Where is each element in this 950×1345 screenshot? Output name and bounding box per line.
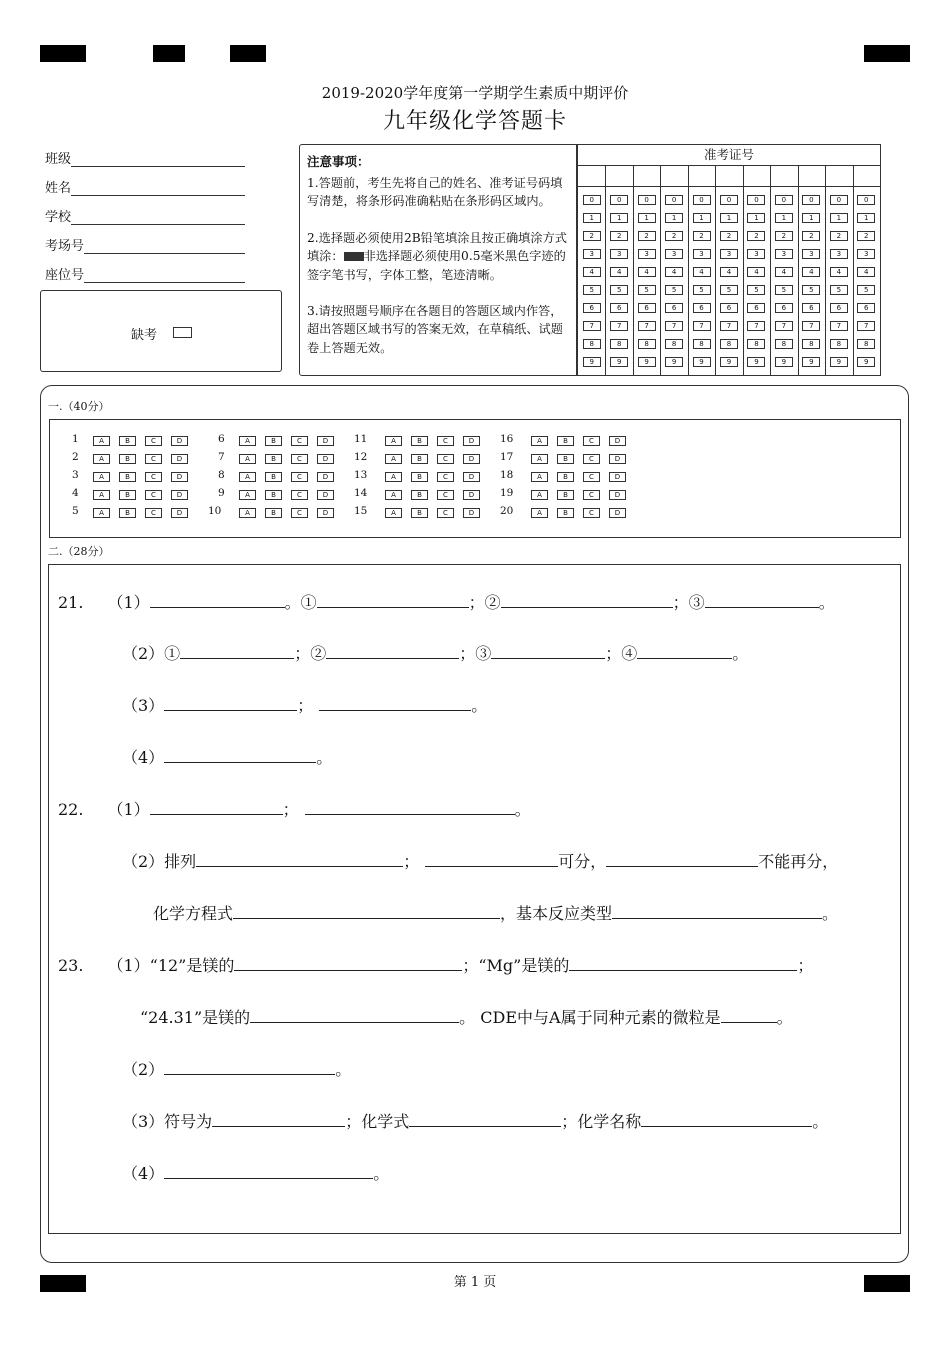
- ticket-digit-bubble[interactable]: 4: [747, 267, 765, 277]
- q21-part1: 21. （1） 。① ；② ；③ 。: [58, 593, 835, 612]
- ticket-digit-bubble[interactable]: 8: [775, 339, 793, 349]
- option-bubble[interactable]: D: [609, 454, 626, 464]
- ticket-digit-bubble[interactable]: 2: [775, 231, 793, 241]
- ticket-column-divider: [633, 166, 634, 375]
- q21-part3: （3） ； 。: [122, 696, 488, 715]
- ticket-digit-bubble[interactable]: 3: [802, 249, 820, 259]
- option-bubble[interactable]: D: [171, 436, 188, 446]
- section2-label: 二.（28分）: [48, 545, 110, 558]
- ticket-digit-bubble[interactable]: 5: [610, 285, 628, 295]
- answer-blank[interactable]: [233, 902, 500, 919]
- ticket-digit-bubble[interactable]: 3: [747, 249, 765, 259]
- ticket-digit-bubble[interactable]: 0: [830, 195, 848, 205]
- answer-blank[interactable]: [491, 642, 605, 659]
- ticket-digit-bubble[interactable]: 8: [747, 339, 765, 349]
- ticket-digit-bubble[interactable]: 2: [747, 231, 765, 241]
- ticket-digit-bubble[interactable]: 7: [638, 321, 656, 331]
- ticket-digit-bubble[interactable]: 4: [693, 267, 711, 277]
- option-bubble[interactable]: D: [463, 490, 480, 500]
- option-bubble[interactable]: D: [463, 508, 480, 518]
- option-bubble[interactable]: A: [531, 436, 548, 446]
- ticket-digit-bubble[interactable]: 7: [693, 321, 711, 331]
- answer-blank[interactable]: [180, 642, 294, 659]
- ticket-digit-bubble[interactable]: 9: [747, 357, 765, 367]
- ticket-digit-bubble[interactable]: 7: [610, 321, 628, 331]
- option-bubble[interactable]: B: [557, 508, 574, 518]
- question-number: 16: [500, 433, 514, 445]
- option-bubble[interactable]: A: [239, 454, 256, 464]
- question-number: 5: [72, 505, 79, 517]
- ticket-digit-bubble[interactable]: 8: [830, 339, 848, 349]
- answer-blank[interactable]: [150, 798, 283, 815]
- exam-title: 2019-2020学年度第一学期学生素质中期评价: [321, 84, 629, 102]
- ticket-column-divider: [825, 166, 826, 375]
- option-bubble[interactable]: A: [531, 490, 548, 500]
- option-bubble[interactable]: C: [437, 490, 454, 500]
- question-number: 10: [208, 505, 222, 517]
- ticket-digit-bubble[interactable]: 2: [830, 231, 848, 241]
- option-bubble[interactable]: B: [119, 454, 136, 464]
- q22-part1: 22. （1） ； 。: [58, 800, 531, 819]
- option-bubble[interactable]: D: [609, 472, 626, 482]
- ticket-digit-bubble[interactable]: 9: [857, 357, 875, 367]
- ticket-digit-bubble[interactable]: 0: [665, 195, 683, 205]
- q23-part3: （3）符号为 ；化学式 ；化学名称 。: [122, 1112, 829, 1131]
- option-bubble[interactable]: C: [437, 472, 454, 482]
- ticket-digit-bubble[interactable]: 6: [610, 303, 628, 313]
- ticket-digit-bubble[interactable]: 2: [802, 231, 820, 241]
- ticket-digit-bubble[interactable]: 4: [665, 267, 683, 277]
- ticket-digit-bubble[interactable]: 1: [693, 213, 711, 223]
- option-bubble[interactable]: A: [239, 472, 256, 482]
- ticket-digit-bubble[interactable]: 2: [583, 231, 601, 241]
- answer-blank[interactable]: [409, 1110, 561, 1127]
- ticket-digit-bubble[interactable]: 6: [638, 303, 656, 313]
- answer-blank[interactable]: [164, 694, 297, 711]
- answer-blank[interactable]: [250, 1006, 459, 1023]
- answer-blank[interactable]: [641, 1110, 812, 1127]
- ticket-digit-bubble[interactable]: 0: [693, 195, 711, 205]
- answer-blank[interactable]: [164, 746, 316, 763]
- ticket-digit-bubble[interactable]: 0: [720, 195, 738, 205]
- option-bubble[interactable]: C: [291, 490, 308, 500]
- option-bubble[interactable]: D: [463, 436, 480, 446]
- option-bubble[interactable]: D: [609, 490, 626, 500]
- option-bubble[interactable]: A: [531, 472, 548, 482]
- multiple-choice-area: [49, 419, 901, 538]
- ticket-digit-bubble[interactable]: 9: [775, 357, 793, 367]
- ticket-write-row[interactable]: [578, 166, 880, 187]
- answer-blank[interactable]: [637, 642, 732, 659]
- option-bubble[interactable]: B: [119, 472, 136, 482]
- absent-box: [40, 290, 282, 372]
- answer-blank[interactable]: [501, 591, 673, 608]
- ticket-digit-bubble[interactable]: 8: [665, 339, 683, 349]
- ticket-digit-bubble[interactable]: 5: [583, 285, 601, 295]
- option-bubble[interactable]: B: [557, 490, 574, 500]
- seat-number-field[interactable]: 座位号: [45, 264, 245, 283]
- ticket-column-divider: [715, 166, 716, 375]
- option-bubble[interactable]: B: [411, 454, 428, 464]
- option-bubble[interactable]: A: [385, 454, 402, 464]
- ticket-digit-bubble[interactable]: 5: [747, 285, 765, 295]
- option-bubble[interactable]: A: [93, 472, 110, 482]
- option-bubble[interactable]: D: [171, 454, 188, 464]
- ticket-digit-bubble[interactable]: 5: [693, 285, 711, 295]
- ticket-digit-bubble[interactable]: 7: [747, 321, 765, 331]
- answer-blank[interactable]: [317, 591, 469, 608]
- ticket-digit-bubble[interactable]: 3: [638, 249, 656, 259]
- ticket-digit-bubble[interactable]: 8: [583, 339, 601, 349]
- option-bubble[interactable]: B: [119, 508, 136, 518]
- ticket-digit-bubble[interactable]: 9: [802, 357, 820, 367]
- question-number: 9: [218, 487, 225, 499]
- ticket-digit-bubble[interactable]: 7: [720, 321, 738, 331]
- answer-blank[interactable]: [150, 591, 285, 608]
- filled-bubble-sample: [344, 252, 364, 261]
- option-bubble[interactable]: D: [171, 472, 188, 482]
- notice-item-1: 1.答题前，考生先将自己的姓名、准考证号码填写清楚，将条形码准确粘贴在条形码区域内。: [307, 176, 563, 209]
- option-bubble[interactable]: C: [437, 508, 454, 518]
- ticket-digit-bubble[interactable]: 4: [802, 267, 820, 277]
- ticket-digit-bubble[interactable]: 3: [720, 249, 738, 259]
- ticket-column-divider: [605, 166, 606, 375]
- option-bubble[interactable]: B: [265, 472, 282, 482]
- question-number: 19: [500, 487, 514, 499]
- ticket-digit-bubble[interactable]: 4: [720, 267, 738, 277]
- ticket-digit-bubble[interactable]: 8: [857, 339, 875, 349]
- ticket-digit-bubble[interactable]: 1: [665, 213, 683, 223]
- option-bubble[interactable]: A: [385, 508, 402, 518]
- option-bubble[interactable]: B: [557, 472, 574, 482]
- option-bubble[interactable]: A: [385, 472, 402, 482]
- option-bubble[interactable]: A: [531, 508, 548, 518]
- school-field[interactable]: 学校: [45, 206, 245, 225]
- ticket-digit-bubble[interactable]: 7: [665, 321, 683, 331]
- question-number: 12: [354, 451, 368, 463]
- option-bubble[interactable]: D: [463, 454, 480, 464]
- admission-ticket-grid: [577, 144, 881, 376]
- ticket-digit-bubble[interactable]: 0: [802, 195, 820, 205]
- answer-blank[interactable]: [164, 1058, 335, 1075]
- option-bubble[interactable]: C: [583, 472, 600, 482]
- option-bubble[interactable]: D: [171, 490, 188, 500]
- question-number: 21.: [58, 593, 84, 612]
- ticket-digit-bubble[interactable]: 1: [857, 213, 875, 223]
- question-number: 22.: [58, 800, 84, 819]
- ticket-digit-bubble[interactable]: 3: [857, 249, 875, 259]
- absent-checkbox[interactable]: [173, 327, 192, 338]
- question-number: 17: [500, 451, 514, 463]
- ticket-digit-bubble[interactable]: 2: [857, 231, 875, 241]
- option-bubble[interactable]: D: [609, 436, 626, 446]
- option-bubble[interactable]: B: [265, 508, 282, 518]
- option-bubble[interactable]: A: [385, 436, 402, 446]
- ticket-digit-bubble[interactable]: 1: [638, 213, 656, 223]
- ticket-digit-bubble[interactable]: 0: [857, 195, 875, 205]
- ticket-digit-bubble[interactable]: 5: [638, 285, 656, 295]
- ticket-digit-bubble[interactable]: 2: [720, 231, 738, 241]
- admission-ticket-label: 准考证号: [578, 145, 880, 166]
- question-number: 3: [72, 469, 79, 481]
- ticket-digit-bubble[interactable]: 6: [693, 303, 711, 313]
- option-bubble[interactable]: C: [145, 454, 162, 464]
- ticket-column-divider: [660, 166, 661, 375]
- ticket-digit-bubble[interactable]: 5: [775, 285, 793, 295]
- ticket-digit-bubble[interactable]: 2: [610, 231, 628, 241]
- ticket-digit-bubble[interactable]: 6: [802, 303, 820, 313]
- ticket-digit-bubble[interactable]: 0: [775, 195, 793, 205]
- question-number: 1: [72, 433, 79, 445]
- option-bubble[interactable]: B: [119, 490, 136, 500]
- ticket-digit-bubble[interactable]: 3: [830, 249, 848, 259]
- q22-part2: （2）排列 ； 可分， 不能再分，: [122, 852, 839, 871]
- ticket-column-divider: [743, 166, 744, 375]
- answer-blank[interactable]: [305, 798, 515, 815]
- option-bubble[interactable]: C: [291, 454, 308, 464]
- answer-blank[interactable]: [212, 1110, 345, 1127]
- ticket-digit-bubble[interactable]: 3: [583, 249, 601, 259]
- option-bubble[interactable]: D: [463, 472, 480, 482]
- ticket-digit-bubble[interactable]: 5: [665, 285, 683, 295]
- ticket-digit-bubble[interactable]: 4: [830, 267, 848, 277]
- ticket-digit-bubble[interactable]: 8: [802, 339, 820, 349]
- ticket-digit-bubble[interactable]: 5: [720, 285, 738, 295]
- ticket-digit-bubble[interactable]: 6: [775, 303, 793, 313]
- option-bubble[interactable]: A: [93, 454, 110, 464]
- option-bubble[interactable]: B: [411, 472, 428, 482]
- ticket-digit-bubble[interactable]: 7: [583, 321, 601, 331]
- answer-sheet-title: 九年级化学答题卡: [382, 109, 567, 134]
- ticket-digit-bubble[interactable]: 0: [610, 195, 628, 205]
- option-bubble[interactable]: A: [93, 490, 110, 500]
- fill-in-area: [48, 564, 901, 1234]
- ticket-digit-bubble[interactable]: 6: [665, 303, 683, 313]
- ticket-digit-bubble[interactable]: 8: [638, 339, 656, 349]
- answer-blank[interactable]: [606, 850, 758, 867]
- answer-blank[interactable]: [612, 902, 822, 919]
- class-field[interactable]: 班级: [45, 148, 245, 167]
- answer-blank[interactable]: [319, 694, 471, 711]
- option-bubble[interactable]: D: [317, 508, 334, 518]
- option-bubble[interactable]: A: [93, 436, 110, 446]
- q23-part1b: “24.31”是镁的 。 CDE中与A属于同种元素的微粒是 。: [140, 1008, 793, 1027]
- page-number: 第 1 页: [453, 1275, 497, 1290]
- ticket-digit-bubble[interactable]: 6: [583, 303, 601, 313]
- option-bubble[interactable]: B: [411, 490, 428, 500]
- registration-mark: [40, 45, 86, 62]
- question-number: 6: [218, 433, 225, 445]
- ticket-digit-bubble[interactable]: 0: [747, 195, 765, 205]
- option-bubble[interactable]: B: [265, 490, 282, 500]
- option-bubble[interactable]: B: [411, 436, 428, 446]
- question-number: 7: [218, 451, 225, 463]
- ticket-digit-bubble[interactable]: 1: [583, 213, 601, 223]
- option-bubble[interactable]: C: [291, 508, 308, 518]
- option-bubble[interactable]: A: [385, 490, 402, 500]
- ticket-digit-bubble[interactable]: 6: [857, 303, 875, 313]
- ticket-digit-bubble[interactable]: 1: [830, 213, 848, 223]
- ticket-digit-bubble[interactable]: 9: [830, 357, 848, 367]
- question-number: 2: [72, 451, 79, 463]
- section1-label: 一.（40分）: [48, 400, 110, 413]
- option-bubble[interactable]: A: [239, 508, 256, 518]
- option-bubble[interactable]: B: [557, 436, 574, 446]
- answer-blank[interactable]: [569, 954, 797, 971]
- ticket-digit-bubble[interactable]: 6: [747, 303, 765, 313]
- ticket-digit-bubble[interactable]: 9: [665, 357, 683, 367]
- option-bubble[interactable]: C: [145, 490, 162, 500]
- ticket-digit-bubble[interactable]: 8: [720, 339, 738, 349]
- registration-mark: [153, 45, 185, 62]
- answer-blank[interactable]: [234, 954, 462, 971]
- ticket-digit-bubble[interactable]: 5: [802, 285, 820, 295]
- option-bubble[interactable]: B: [265, 436, 282, 446]
- option-bubble[interactable]: B: [411, 508, 428, 518]
- ticket-digit-bubble[interactable]: 9: [720, 357, 738, 367]
- option-bubble[interactable]: A: [531, 454, 548, 464]
- q23-part2: （2） 。: [122, 1060, 352, 1079]
- ticket-column-divider: [798, 166, 799, 375]
- option-bubble[interactable]: A: [93, 508, 110, 518]
- option-bubble[interactable]: C: [145, 472, 162, 482]
- ticket-digit-bubble[interactable]: 3: [610, 249, 628, 259]
- notice-item-3: 3.请按照题号顺序在各题目的答题区域内作答，超出答题区域书写的答案无效，在草稿纸、试题卷上答题无效。: [307, 304, 563, 355]
- option-bubble[interactable]: A: [239, 436, 256, 446]
- ticket-digit-bubble[interactable]: 4: [638, 267, 656, 277]
- notice-heading: 注意事项：: [307, 154, 370, 169]
- ticket-digit-bubble[interactable]: 7: [802, 321, 820, 331]
- answer-blank[interactable]: [164, 1162, 373, 1179]
- ticket-digit-bubble[interactable]: 2: [638, 231, 656, 241]
- notice-panel: [299, 144, 577, 376]
- option-bubble[interactable]: B: [265, 454, 282, 464]
- ticket-digit-bubble[interactable]: 0: [583, 195, 601, 205]
- option-bubble[interactable]: D: [317, 490, 334, 500]
- absent-label: 缺考: [131, 328, 158, 343]
- option-bubble[interactable]: D: [609, 508, 626, 518]
- answer-blank[interactable]: [721, 1006, 777, 1023]
- notice-item-2: 2.选择题必须使用2B铅笔填涂且按正确填涂方式填涂： 非选择题必须使用0.5毫米黑色字迹的签字笔书写，字体工整，笔迹清晰。: [307, 231, 567, 282]
- question-number: 23.: [58, 956, 84, 975]
- option-bubble[interactable]: C: [291, 472, 308, 482]
- registration-mark: [230, 45, 266, 62]
- option-bubble[interactable]: D: [317, 454, 334, 464]
- ticket-digit-bubble[interactable]: 7: [830, 321, 848, 331]
- q23-part4: （4） 。: [122, 1164, 390, 1183]
- ticket-digit-bubble[interactable]: 1: [610, 213, 628, 223]
- ticket-digit-bubble[interactable]: 3: [665, 249, 683, 259]
- name-field[interactable]: 姓名: [45, 177, 245, 196]
- ticket-digit-bubble[interactable]: 9: [610, 357, 628, 367]
- exam-room-field[interactable]: 考场号: [45, 235, 245, 254]
- ticket-digit-bubble[interactable]: 7: [775, 321, 793, 331]
- q21-part4: （4） 。: [122, 748, 333, 767]
- ticket-digit-bubble[interactable]: 2: [693, 231, 711, 241]
- ticket-digit-bubble[interactable]: 9: [583, 357, 601, 367]
- question-number: 14: [354, 487, 368, 499]
- registration-mark: [864, 45, 910, 62]
- ticket-digit-bubble[interactable]: 6: [720, 303, 738, 313]
- question-number: 8: [218, 469, 225, 481]
- ticket-digit-bubble[interactable]: 0: [638, 195, 656, 205]
- ticket-digit-bubble[interactable]: 8: [693, 339, 711, 349]
- option-bubble[interactable]: A: [239, 490, 256, 500]
- ticket-digit-bubble[interactable]: 4: [583, 267, 601, 277]
- option-bubble[interactable]: C: [583, 508, 600, 518]
- question-number: 4: [72, 487, 79, 499]
- answer-blank[interactable]: [705, 591, 819, 608]
- option-bubble[interactable]: D: [317, 472, 334, 482]
- question-number: 11: [354, 433, 368, 445]
- ticket-digit-bubble[interactable]: 9: [638, 357, 656, 367]
- option-bubble[interactable]: D: [317, 436, 334, 446]
- ticket-digit-bubble[interactable]: 1: [720, 213, 738, 223]
- option-bubble[interactable]: C: [583, 454, 600, 464]
- q22-part2-equation: 化学方程式 ，基本反应类型 。: [153, 904, 839, 923]
- ticket-digit-bubble[interactable]: 4: [857, 267, 875, 277]
- answer-blank[interactable]: [425, 850, 558, 867]
- option-bubble[interactable]: C: [437, 454, 454, 464]
- ticket-digit-bubble[interactable]: 1: [775, 213, 793, 223]
- ticket-digit-bubble[interactable]: 7: [857, 321, 875, 331]
- ticket-digit-bubble[interactable]: 2: [665, 231, 683, 241]
- question-number: 15: [354, 505, 368, 517]
- ticket-column-divider: [688, 166, 689, 375]
- ticket-digit-bubble[interactable]: 4: [610, 267, 628, 277]
- option-bubble[interactable]: C: [583, 490, 600, 500]
- option-bubble[interactable]: C: [145, 436, 162, 446]
- q23-part1: 23. （1）“12”是镁的 ；“Mg”是镁的 ；: [58, 956, 814, 975]
- answer-blank[interactable]: [196, 850, 403, 867]
- ticket-digit-bubble[interactable]: 6: [830, 303, 848, 313]
- ticket-digit-bubble[interactable]: 8: [610, 339, 628, 349]
- ticket-column-divider: [853, 166, 854, 375]
- option-bubble[interactable]: B: [119, 436, 136, 446]
- ticket-digit-bubble[interactable]: 4: [775, 267, 793, 277]
- question-number: 18: [500, 469, 514, 481]
- ticket-digit-bubble[interactable]: 1: [802, 213, 820, 223]
- ticket-digit-bubble[interactable]: 5: [830, 285, 848, 295]
- option-bubble[interactable]: B: [557, 454, 574, 464]
- question-number: 13: [354, 469, 368, 481]
- option-bubble[interactable]: C: [145, 508, 162, 518]
- option-bubble[interactable]: C: [437, 436, 454, 446]
- question-number: 20: [500, 505, 514, 517]
- ticket-digit-bubble[interactable]: 3: [693, 249, 711, 259]
- ticket-digit-bubble[interactable]: 5: [857, 285, 875, 295]
- option-bubble[interactable]: C: [291, 436, 308, 446]
- answer-blank[interactable]: [326, 642, 459, 659]
- ticket-digit-bubble[interactable]: 3: [775, 249, 793, 259]
- ticket-column-divider: [770, 166, 771, 375]
- ticket-digit-bubble[interactable]: 9: [693, 357, 711, 367]
- option-bubble[interactable]: C: [583, 436, 600, 446]
- option-bubble[interactable]: D: [171, 508, 188, 518]
- q21-part2: （2）① ；② ；③ ；④ 。: [122, 644, 749, 663]
- ticket-digit-bubble[interactable]: 1: [747, 213, 765, 223]
